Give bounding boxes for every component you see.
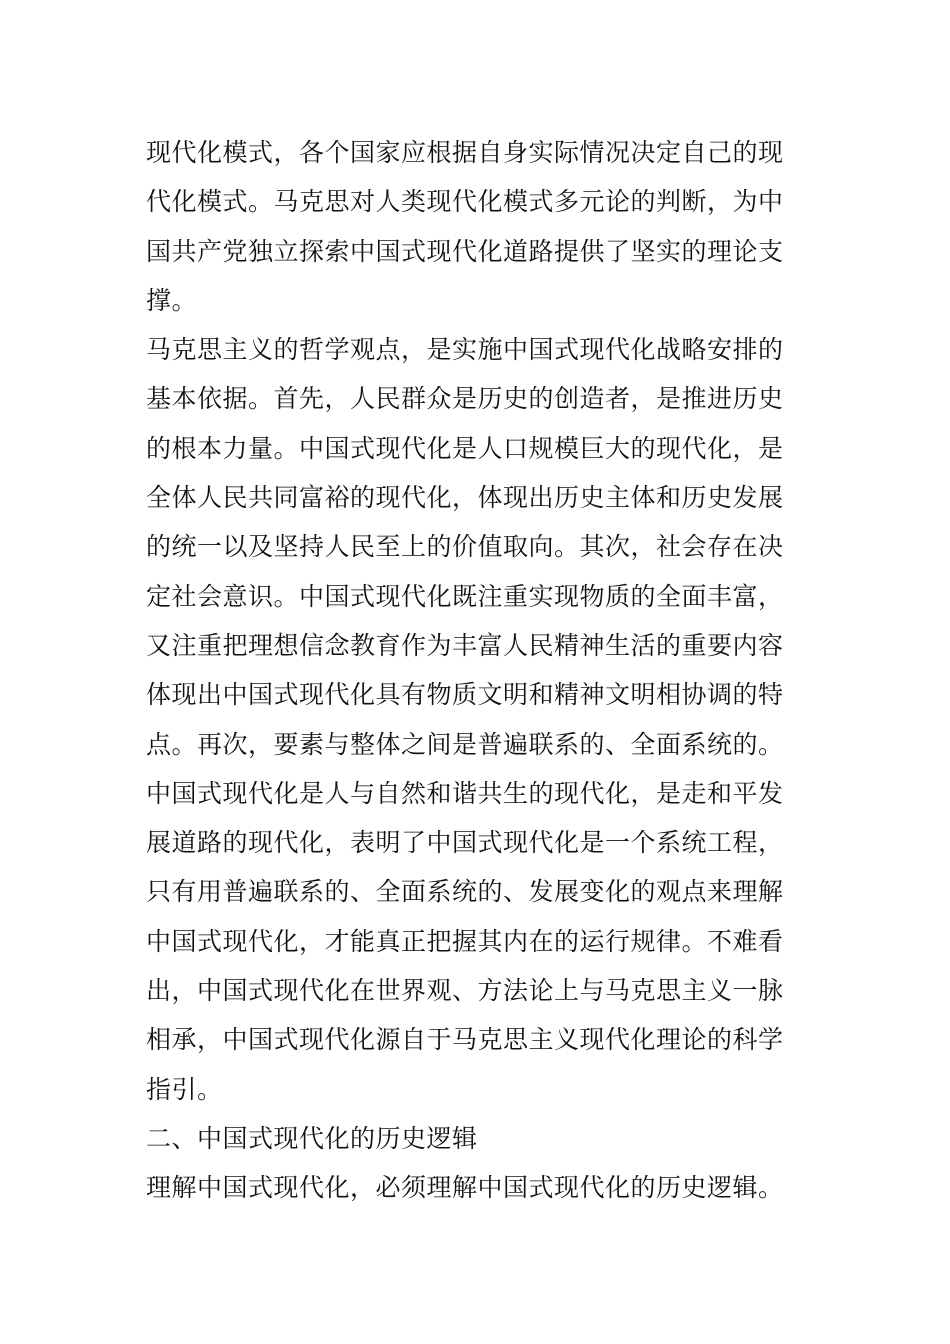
text-line: 的统一以及坚持人民至上的价值取向。其次，社会存在决 [146, 532, 784, 562]
text-line: 相承，中国式现代化源自于马克思主义现代化理论的科学 [146, 1025, 784, 1055]
document-body [146, 128, 810, 1213]
text-line: 定社会意识。中国式现代化既注重实现物质的全面丰富， [146, 581, 784, 611]
text-line: 体现出中国式现代化具有物质文明和精神文明相协调的特 [146, 680, 784, 710]
text-line: 现代化模式，各个国家应根据自身实际情况决定自己的现 [146, 138, 784, 167]
text-line: 又注重把理想信念教育作为丰富人民精神生活的重要内容 [146, 630, 784, 660]
text-line: 中国式现代化是人与自然和谐共生的现代化，是走和平发 [146, 778, 784, 808]
text-line: 基本依据。首先，人民群众是历史的创造者，是推进历史 [146, 384, 784, 414]
text-line: 只有用普遍联系的、全面系统的、发展变化的观点来理解 [146, 877, 784, 907]
text-line: 代化模式。马克思对人类现代化模式多元论的判断，为中 [146, 187, 784, 217]
text-line: 国共产党独立探索中国式现代化道路提供了坚实的理论支 [146, 236, 784, 266]
text-line: 撑。 [146, 285, 198, 315]
section-heading: 二、中国式现代化的历史逻辑 [146, 1123, 478, 1153]
text-line: 出，中国式现代化在世界观、方法论上与马克思主义一脉 [146, 976, 784, 1006]
text-line: 全体人民共同富裕的现代化，体现出历史主体和历史发展 [146, 483, 784, 513]
text-line: 指引。 [146, 1074, 223, 1104]
text-line: 的根本力量。中国式现代化是人口规模巨大的现代化，是 [146, 433, 784, 463]
text-line: 理解中国式现代化，必须理解中国式现代化的历史逻辑。 [146, 1173, 784, 1203]
text-line: 点。再次，要素与整体之间是普遍联系的、全面系统的。 [146, 729, 784, 759]
text-line: 中国式现代化，才能真正把握其内在的运行规律。不难看 [146, 926, 784, 956]
text-line: 展道路的现代化，表明了中国式现代化是一个系统工程， [146, 828, 784, 858]
text-line: 马克思主义的哲学观点，是实施中国式现代化战略安排的 [146, 335, 784, 365]
